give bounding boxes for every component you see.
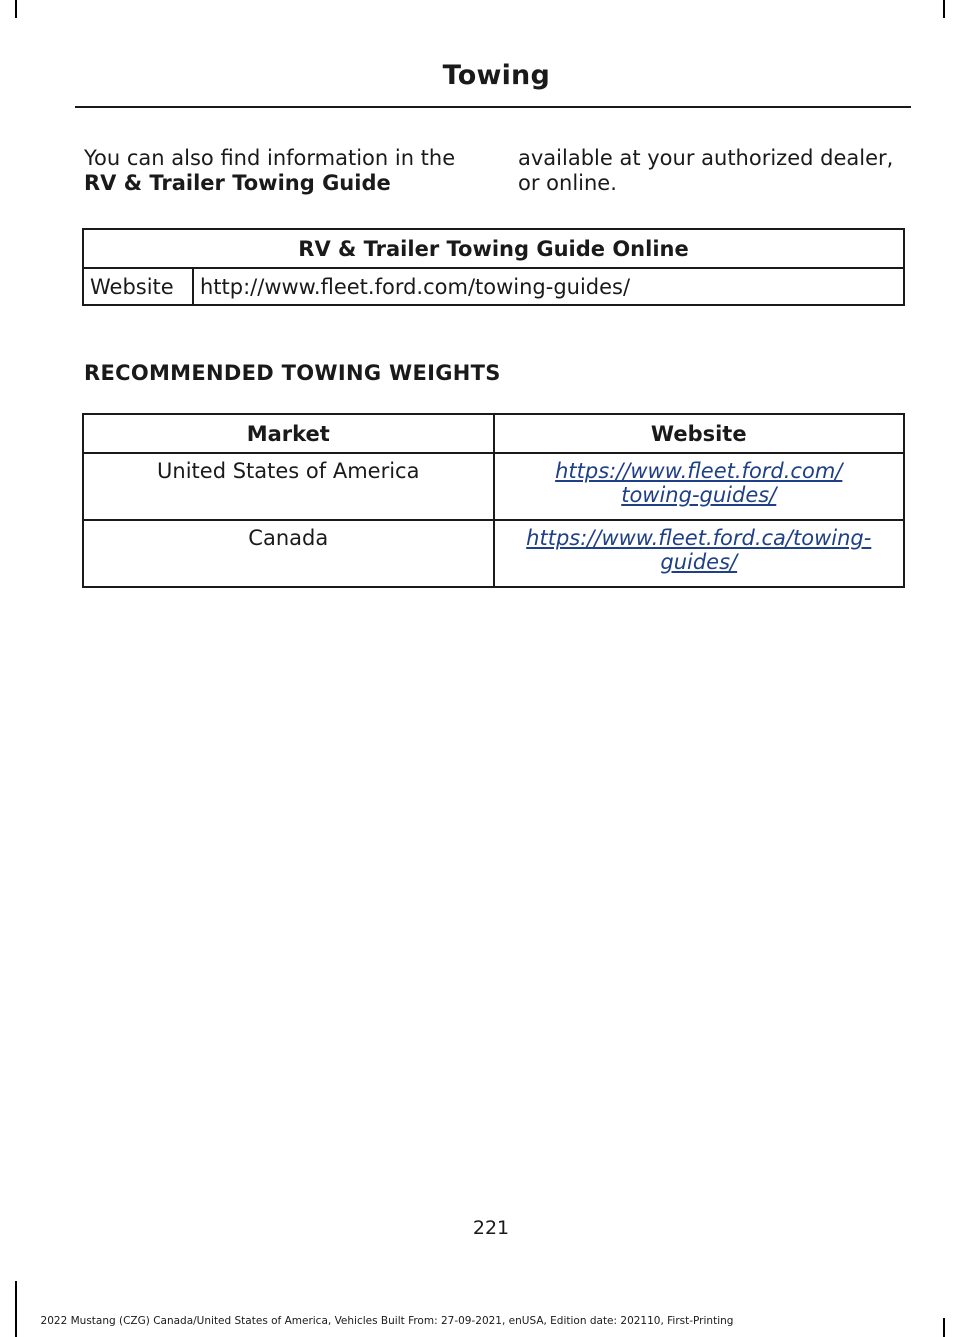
- table-row: [83, 520, 904, 587]
- towing-guide-table-title: RV & Trailer Towing Guide Online: [83, 229, 904, 268]
- page-header-title: Towing: [442, 60, 550, 91]
- guide-name: RV & Trailer Towing Guide: [84, 171, 391, 195]
- crop-mark-top-right: [943, 0, 945, 18]
- crop-mark-bottom-right: [943, 1318, 945, 1337]
- table-row: [83, 453, 904, 520]
- crop-mark-bottom-left: [15, 1281, 17, 1337]
- intro-text-after: available at your authorized dealer, or online.: [518, 146, 894, 195]
- link-line: guides/: [660, 550, 738, 574]
- page-number: 221: [472, 1217, 510, 1239]
- link-line: https://www.fleet.ford.ca/towing-: [526, 526, 872, 550]
- table-header-row: [83, 229, 904, 268]
- website-cell: [494, 453, 905, 520]
- website-cell: [494, 520, 905, 587]
- market-column-header: Market: [83, 414, 494, 453]
- market-cell: United States of America: [83, 453, 494, 520]
- usa-towing-guide-link[interactable]: [555, 459, 842, 507]
- crop-mark-top-left: [15, 0, 17, 18]
- intro-text-before: You can also find information in the: [84, 146, 456, 170]
- table-row: [83, 268, 904, 305]
- towing-guide-table: [82, 228, 905, 306]
- link-line: https://www.fleet.ford.com/: [555, 459, 843, 483]
- intro-paragraph: [84, 146, 904, 196]
- canada-towing-guide-link[interactable]: [526, 526, 871, 574]
- header-divider: [75, 106, 911, 108]
- section-heading: RECOMMENDED TOWING WEIGHTS: [84, 361, 501, 385]
- website-column-header: Website: [494, 414, 905, 453]
- table-header-row: [83, 414, 904, 453]
- towing-weights-table: [82, 413, 905, 588]
- website-url: http://www.fleet.ford.com/towing-guides/: [193, 268, 904, 305]
- market-cell: Canada: [83, 520, 494, 587]
- website-label: Website: [83, 268, 193, 305]
- link-line: towing-guides/: [621, 483, 777, 507]
- footer-edition-info: 2022 Mustang (CZG) Canada/United States of America, Vehicles Built From: 27-09-2021, enUSA, Edition date: 202110, First-Printing: [40, 1315, 734, 1327]
